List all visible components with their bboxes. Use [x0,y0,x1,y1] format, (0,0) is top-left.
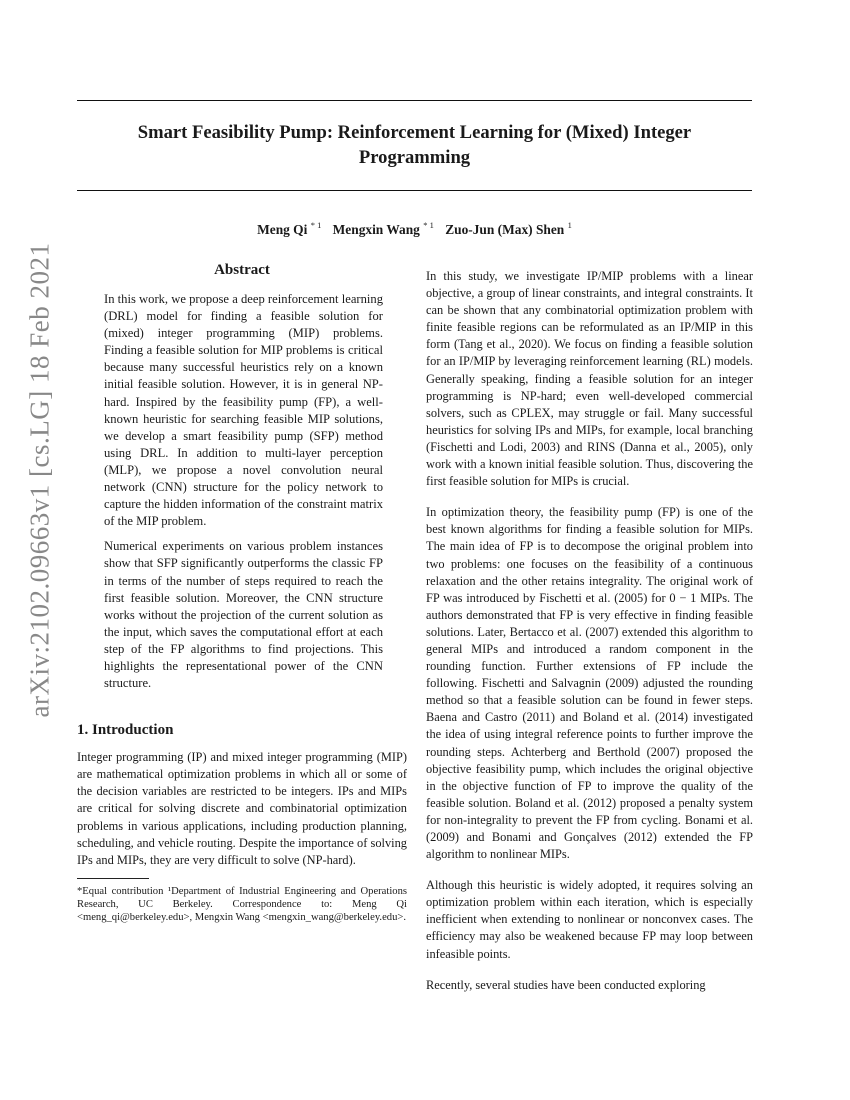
right-paragraph-1: In this study, we investigate IP/MIP problems with a linear objective, a group of linear constraints, and integral constraints. It can be shown that any combinatorial optimization problem with finite feasible regions can be reformulated as an IP/MIP in this form (Tang et al., 2020). We focus on finding a feasible solution for an IP/MIP by leveraging reinforcement learning (RL) models. Generally speaking, finding a feasible solution for an integer programming is NP-hard; even well-developed commercial solvers, such as CPLEX, may struggle or fail. Many successful heuristics for solving IPs and MIPs, for example, local branching (Fischetti and Lodi, 2003) and RINS (Danna et al., 2005), only work with a known initial feasible solution. Thus, discovering the first feasible solution for MIPs is crucial. [426,269,753,489]
title-line-2: Programming [358,147,471,168]
right-paragraph-4: Recently, several studies have been conducted exploring [426,977,706,992]
author-list [77,220,752,238]
introduction-heading: 1. Introduction [77,722,174,739]
title-top-rule [77,100,752,101]
author-1: Meng Qi $^{* 1}$ [257,220,322,237]
abstract-paragraph-2: Numerical experiments on various problem instances show that SFP significantly outperforms the classic FP in terms of the number of steps required to reach the first feasible solution. Moreover, the CNN structure works without the projection of the current solution as the input, which saves the computational effort at each step of the FP algorithms to find projections. This highlights the representational power of the CNN structure. [104,539,383,691]
right-column [426,268,753,1008]
title-line-1: Smart Feasibility Pump: Reinforcement Learning for (Mixed) Integer [137,122,692,143]
author-2: Mengxin Wang $^{* 1}$ [332,220,434,237]
paper-title [77,120,752,170]
left-column [77,262,407,924]
footnote-rule [77,878,149,879]
author-3: Zuo-Jun (Max) Shen $^1$ [445,220,572,237]
abstract-body [77,291,407,692]
right-paragraph-2: In optimization theory, the feasibility pump (FP) is one of the best known algorithms for finding a feasible solution for MIPs. The main idea of FP is to decompose the original problem into two problems: one focuses on the feasibility of a continuous relaxation and the other retains integrality. The original work of FP was introduced by Fischetti et al. (2005) for 0 − 1 MIPs. The authors demonstrated that FP is very effective in finding feasible solutions. Later, Bertacco et al. (2007) extended this algorithm to general MIPs and introduced a random component in the rounding function. Further extensions of FP include the following. Fischetti and Salvagnin (2009) adjusted the rounding method so that a feasible solution can be found in fewer steps. Baena and Castro (2011) and Boland et al. (2014) investigated the idea of using integral reference points to further improve the rounding steps. Achterberg and Berthold (2007) proposed the objective feasibility pump, which includes the original objective in the objective function of FP to improve the quality of the feasible solution. Boland et al. (2012) proposed a penalty system for non-integrality to prevent the FP from cycling. Bonami et al. (2009) and Bonami and Gonçalves (2012) extended the FP algorithm to nonlinear MIPs. [426,505,753,862]
intro-paragraph-1: Integer programming (IP) and mixed integer programming (MIP) are mathematical optimization problems in which all or some of the decision variables are restricted to be integers. IPs and MIPs are critical for solving discrete and combinatorial optimization problems in various applications, including production planning, scheduling, and vehicle routing. Despite the importance of solving IPs and MIPs, they are very difficult to solve (NP-hard). [77,750,407,867]
abstract-paragraph-1: In this work, we propose a deep reinforcement learning (DRL) model for finding a feasible solution for (mixed) integer programming (MIP) problems. Finding a feasible solution for MIP problems is critical because many successful heuristics rely on a known initial feasible solution. However, it is in general NP-hard. Inspired by the feasibility pump (FP), a well-known heuristic for searching feasible MIP solutions, we develop a smart feasibility pump (SFP) method using DRL. In addition to multi-layer perception (MLP), we propose a novel convolution neural network (CNN) structure for the policy network to capture the hidden information of the constraint matrix of the MIP problem. [104,292,383,529]
introduction-body [77,749,407,869]
abstract-heading: Abstract [214,262,270,278]
arxiv-stamp-text: arXiv:2102.09663v1 [cs.LG] 18 Feb 2021 [24,242,55,718]
right-paragraph-3: Although this heuristic is widely adopted, it requires solving an optimization problem within each iteration, which is especially inefficient when extending to nonlinear or nonconvex cases. The efficiency may also be weakened because FP may loop between infeasible points. [426,878,753,961]
footnote: *Equal contribution ¹Department of Industrial Engineering and Operations Research, UC Berkeley. Correspondence to: Meng Qi <meng_qi@berkeley.edu>, Mengxin Wang <mengxin_wang@berkeley.edu>. [77,885,407,924]
title-bottom-rule [77,190,752,191]
